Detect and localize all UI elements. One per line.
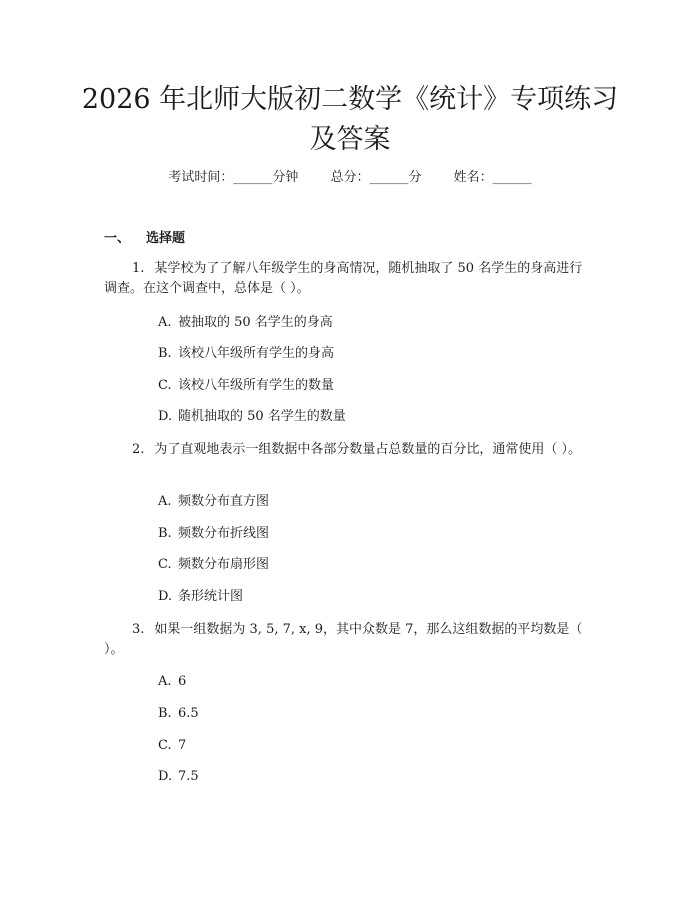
option-text: 随机抽取的 50 名学生的数量 xyxy=(178,409,346,424)
option-letter: C. xyxy=(158,738,172,753)
option-1c xyxy=(158,377,334,395)
option-text: 频数分布折线图 xyxy=(178,526,270,541)
section-number: 一、 xyxy=(104,231,131,246)
total-score: 总分：______分 xyxy=(330,170,422,185)
section-heading xyxy=(104,230,185,248)
option-3a xyxy=(158,673,186,691)
option-text: 被抽取的 50 名学生的身高 xyxy=(178,315,333,330)
document-title: 2026 年北师大版初二数学《统计》专项练习及答案 xyxy=(81,84,619,155)
option-letter: B. xyxy=(158,346,172,361)
question-1 xyxy=(104,259,594,299)
student-name: 姓名：______ xyxy=(453,170,532,185)
question-2 xyxy=(104,440,594,460)
option-3b xyxy=(158,705,199,723)
option-letter: C. xyxy=(158,378,172,393)
question-number: 1. xyxy=(132,261,145,276)
exam-time: 考试时间：______分钟 xyxy=(168,170,299,185)
option-letter: B. xyxy=(158,706,172,721)
option-letter: D. xyxy=(158,769,173,784)
question-3 xyxy=(104,620,594,660)
option-text: 7.5 xyxy=(178,769,199,784)
option-text: 7 xyxy=(178,738,187,753)
exam-meta xyxy=(0,169,700,187)
option-text: 频数分布扇形图 xyxy=(178,557,270,572)
option-letter: C. xyxy=(158,557,172,572)
question-text: 某学校为了了解八年级学生的身高情况，随机抽取了 50 名学生的身高进行调查。在这个调查中，总体是（ ）。 xyxy=(104,261,583,296)
option-3d xyxy=(158,768,199,786)
option-text: 6 xyxy=(178,674,187,689)
option-letter: A. xyxy=(158,315,172,330)
option-2c xyxy=(158,556,269,574)
question-text: 如果一组数据为 3, 5, 7, x, 9，其中众数是 7，那么这组数据的平均数是（ ）。 xyxy=(104,622,583,657)
section-title: 选择题 xyxy=(146,231,186,246)
question-text: 为了直观地表示一组数据中各部分数量占总数量的百分比，通常使用（ ）。 xyxy=(154,442,582,457)
option-text: 该校八年级所有学生的身高 xyxy=(178,346,335,361)
question-number: 3. xyxy=(132,622,145,637)
option-text: 6.5 xyxy=(178,706,199,721)
option-letter: D. xyxy=(158,409,173,424)
option-text: 条形统计图 xyxy=(178,589,244,604)
option-letter: B. xyxy=(158,526,172,541)
option-2d xyxy=(158,588,243,606)
option-text: 频数分布直方图 xyxy=(178,494,270,509)
option-2b xyxy=(158,525,269,543)
option-3c xyxy=(158,737,186,755)
option-letter: A. xyxy=(158,674,172,689)
option-letter: D. xyxy=(158,589,173,604)
option-1a xyxy=(158,314,333,332)
option-letter: A. xyxy=(158,494,172,509)
option-1d xyxy=(158,408,346,426)
question-number: 2. xyxy=(132,442,145,457)
option-1b xyxy=(158,345,334,363)
option-text: 该校八年级所有学生的数量 xyxy=(178,378,335,393)
option-2a xyxy=(158,493,269,511)
